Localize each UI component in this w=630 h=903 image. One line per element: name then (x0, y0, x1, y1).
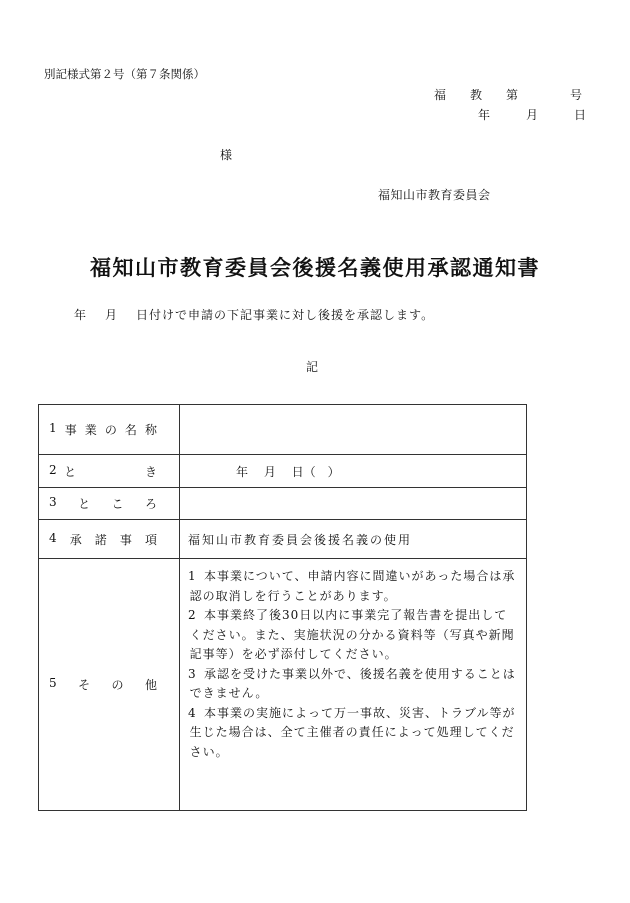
issuer: 福知山市教育委員会 (378, 188, 491, 202)
label-char: き (144, 464, 157, 479)
label-char: の (111, 678, 124, 692)
label-cell (39, 455, 180, 488)
label-char: と (78, 497, 91, 511)
note-text: 承認を受けた事業以外で、後援名義を使用することはできません。 (189, 666, 516, 700)
page-title: 福知山市教育委員会後援名義使用承認通知書 (90, 255, 540, 280)
ref-go: 号 (570, 88, 583, 102)
table-row (39, 520, 527, 559)
details-table (38, 404, 527, 811)
label-cell (39, 488, 180, 520)
note-text: 本事業について、申請内容に間違いがあった場合は承認の取消しを行うことがあります。 (189, 569, 516, 603)
note-item (188, 665, 518, 704)
label-char: ろ (144, 497, 157, 511)
label-char: 業 (84, 423, 97, 437)
table-row (39, 455, 527, 488)
label-char: 承 (69, 532, 82, 547)
label-char: と (64, 464, 77, 479)
label-cell (39, 520, 180, 559)
label-cell (39, 559, 180, 811)
intro-text (74, 306, 434, 323)
label-char: 他 (144, 678, 157, 692)
row-number: 4 (49, 530, 57, 545)
note-number: 3 (188, 666, 197, 681)
intro-year: 年 (74, 308, 88, 322)
note-number: 1 (188, 569, 197, 583)
issue-date (478, 106, 586, 123)
label-char: 事 (119, 532, 132, 547)
table-row (39, 405, 527, 455)
note-number: 2 (188, 608, 197, 622)
table-row (39, 559, 527, 811)
table-row (39, 488, 527, 520)
label-char: の (104, 423, 117, 437)
reference-number (434, 86, 582, 103)
ki-heading: 記 (306, 360, 319, 374)
ref-dai: 第 (506, 88, 519, 102)
date-year: 年 (478, 108, 491, 122)
ref-fuku: 福 (434, 88, 447, 102)
label-char: 項 (144, 532, 157, 547)
note-number: 4 (188, 705, 197, 720)
event-name-value (180, 405, 527, 455)
form-number: 別記様式第２号（第７条関係） (44, 67, 205, 81)
note-text: 本事業の実施によって万一事故、災害、トラブル等が生じた場合は、全て主催者の責任によって処理してください。 (189, 705, 516, 759)
row-number: 1 (49, 421, 57, 435)
row-number: 5 (49, 676, 57, 690)
place-value (180, 488, 527, 520)
label-char: 諾 (94, 532, 107, 547)
intro-month: 月 (105, 308, 119, 322)
date-day: 日 (574, 108, 587, 122)
label-char: そ (78, 678, 91, 692)
note-text: 本事業終了後30日以内に事業完了報告書を提出してください。また、実施状況の分かる資料等（写真や新聞記事等）を必ず添付してください。 (189, 608, 515, 661)
approved-matter-value: 福知山市教育委員会後援名義の使用 (180, 520, 527, 559)
label-char: 名 (124, 423, 137, 437)
date-value (180, 455, 527, 488)
intro-body: 日付けで申請の下記事業に対し後援を承認します。 (136, 308, 435, 322)
note-item (188, 606, 518, 665)
label-cell (39, 405, 180, 455)
addressee: 様 (220, 148, 233, 162)
label-char: 称 (144, 423, 157, 437)
note-item (188, 567, 518, 606)
ref-kyo: 教 (470, 88, 483, 102)
row-number: 2 (49, 462, 57, 477)
other-notes (180, 559, 527, 811)
label-char: 事 (64, 423, 77, 437)
label-char: こ (111, 497, 124, 511)
row-number: 3 (49, 495, 57, 509)
date-month: 月 (526, 108, 539, 122)
date-template: 年 月 日（ ） (236, 464, 340, 479)
note-item (188, 704, 518, 763)
